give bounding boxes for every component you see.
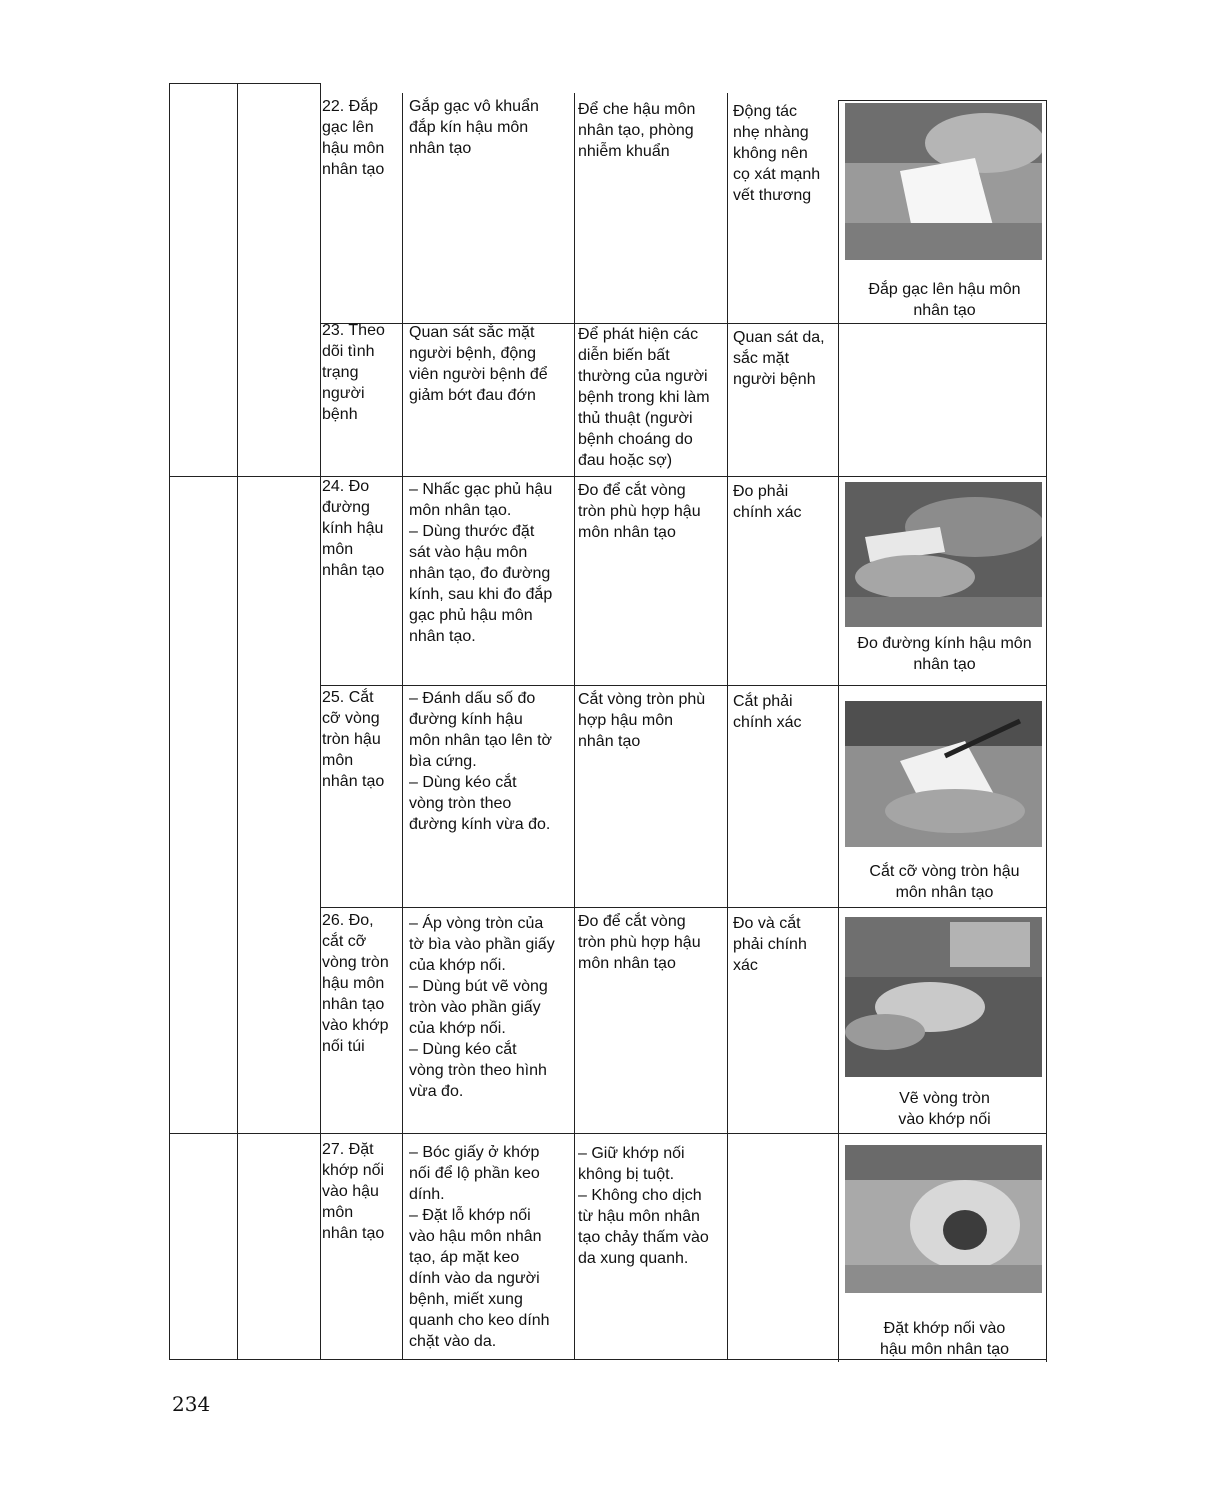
step-cell: 27. Đặt khớp nối vào hậu môn nhân tạo [322,1141,385,1242]
gauze-on-stoma-photo [845,103,1042,260]
requirement-cell: Động tác nhẹ nhàng không nên cọ xát mạnh vết thương [733,103,821,204]
step-cell: 22. Đắp gạc lên hậu môn nhân tạo [322,98,385,178]
requirement-cell: Cắt phải chính xác [733,693,802,731]
table-row-divider [169,476,1046,477]
cutting-template-photo [845,701,1042,847]
why-cell: – Giữ khớp nối không bị tuột. – Không cho dịch từ hậu môn nhân tạo chảy thấm vào da xung quanh. [578,1145,709,1267]
why-cell: Đo để cắt vòng tròn phù hợp hậu môn nhân tạo [578,913,701,972]
table-border-left [169,83,170,1360]
measuring-stoma-photo [845,482,1042,627]
requirement-cell: Đo phải chính xác [733,483,802,521]
table-row-divider [169,1133,1046,1134]
photo-caption: Cắt cỡ vòng tròn hậu môn nhân tạo [869,863,1020,901]
why-cell: Đo để cắt vòng tròn phù hợp hậu môn nhân tạo [578,482,701,541]
step-cell: 23. Theo dõi tình trạng người bệnh [322,322,385,423]
table-border-top [838,100,1046,101]
how-cell: Quan sát sắc mặt người bệnh, động viên người bệnh để giảm bớt đau đớn [409,324,548,404]
table-column-divider [574,93,575,1360]
why-cell: Để phát hiện các diễn biến bất thường của người bệnh trong khi làm thủ thuật (người bệnh choáng do đau hoặc sợ) [578,326,710,469]
table-border-top [169,83,321,84]
table-row-divider [320,685,1046,686]
photo-caption: Vẽ vòng tròn vào khớp nối [898,1090,991,1128]
page-number: 234 [172,1392,211,1416]
table-column-divider [320,83,321,1360]
requirement-cell: Quan sát da, sắc mặt người bệnh [733,329,825,388]
photo-caption: Đặt khớp nối vào hậu môn nhân tạo [880,1320,1009,1358]
table-column-divider [237,83,238,1360]
table-column-divider [838,100,839,1362]
step-cell: 26. Đo, cắt cỡ vòng tròn hậu môn nhân tạo vào khớp nối túi [322,912,389,1055]
how-cell: – Bóc giấy ở khớp nối để lộ phần keo dính. – Đặt lỗ khớp nối vào hậu môn nhân tạo, áp mặt keo dính vào da người bệnh, miết xung quanh cho keo dính chặt vào da. [409,1144,550,1350]
table-row-divider [320,907,1046,908]
photo-caption: Đo đường kính hậu môn nhân tạo [857,635,1032,673]
how-cell: – Áp vòng tròn của tờ bìa vào phần giấy của khớp nối. – Dùng bút vẽ vòng tròn vào phần giấy của khớp nối. – Dùng kéo cắt vòng tròn theo hình vừa đo. [409,915,555,1100]
why-cell: Cắt vòng tròn phù hợp hậu môn nhân tạo [578,691,706,750]
step-cell: 25. Cắt cỡ vòng tròn hậu môn nhân tạo [322,689,385,790]
photo-caption: Đắp gạc lên hậu môn nhân tạo [868,281,1021,319]
placing-flange-photo [845,1145,1042,1293]
why-cell: Để che hậu môn nhân tạo, phòng nhiễm khuẩn [578,101,696,160]
how-cell: Gắp gạc vô khuẩn đắp kín hậu môn nhân tạo [409,98,539,157]
table-column-divider [402,93,403,1360]
step-cell: 24. Đo đường kính hậu môn nhân tạo [322,478,385,579]
how-cell: – Nhấc gạc phủ hậu môn nhân tạo. – Dùng thước đặt sát vào hậu môn nhân tạo, đo đường kính, sau khi đo đắp gạc phủ hậu môn nhân tạo. [409,481,553,645]
drawing-circle-photo [845,917,1042,1077]
how-cell: – Đánh dấu số đo đường kính hậu môn nhân tạo lên tờ bìa cứng. – Dùng kéo cắt vòng tròn theo đường kính vừa đo. [409,690,553,833]
requirement-cell: Đo và cắt phải chính xác [733,915,807,974]
